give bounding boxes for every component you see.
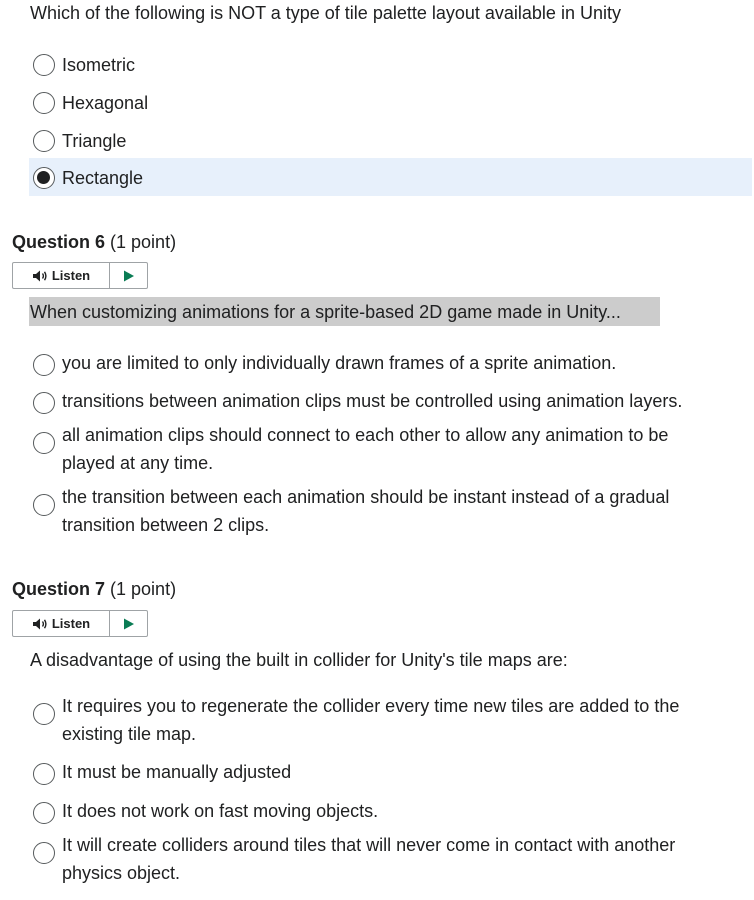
- option-label-line1: the transition between each animation should be instant instead of a gradual: [62, 487, 670, 507]
- listen-button-q7[interactable]: [12, 610, 148, 637]
- question-5-prompt: Which of the following is NOT a type of tile palette layout available in Unity: [30, 3, 621, 23]
- option-label: transitions between animation clips must be controlled using animation layers.: [62, 391, 683, 411]
- option-label: Rectangle: [62, 168, 144, 188]
- q7-option-3[interactable]: [29, 797, 752, 825]
- radio-button-selected[interactable]: [33, 167, 55, 189]
- option-label: It does not work on fast moving objects.: [62, 801, 379, 821]
- listen-button-main[interactable]: [13, 263, 110, 288]
- option-label: Isometric: [62, 55, 136, 75]
- radio-button[interactable]: [33, 802, 55, 824]
- question-number: Question 6: [12, 232, 106, 252]
- q5-option-isometric[interactable]: [29, 51, 752, 79]
- option-label: [62, 831, 675, 887]
- option-label: [62, 692, 679, 748]
- option-label-line1: It requires you to regenerate the collider every time new tiles are added to the: [62, 696, 680, 716]
- speaker-icon: [32, 617, 48, 631]
- option-label-line2: physics object.: [62, 863, 181, 883]
- question-7-heading: [12, 577, 176, 601]
- q7-option-4[interactable]: [29, 831, 752, 887]
- question-number: Question 7: [12, 579, 106, 599]
- option-label: you are limited to only individually drawn frames of a sprite animation.: [62, 353, 617, 373]
- radio-button[interactable]: [33, 130, 55, 152]
- option-label: Triangle: [62, 131, 127, 151]
- play-button[interactable]: [110, 270, 147, 282]
- option-label: It must be manually adjusted: [62, 762, 292, 782]
- option-label-line1: It will create colliders around tiles that will never come in contact with another: [62, 835, 676, 855]
- question-6-prompt: When customizing animations for a sprite-based 2D game made in Unity...: [30, 302, 621, 322]
- option-label-line1: all animation clips should connect to each other to allow any animation to be: [62, 425, 669, 445]
- play-button[interactable]: [110, 618, 147, 630]
- radio-button[interactable]: [33, 54, 55, 76]
- q7-option-2[interactable]: [29, 758, 752, 786]
- listen-label: Listen: [51, 616, 91, 631]
- option-label: [62, 421, 668, 477]
- q6-option-2[interactable]: [29, 387, 752, 415]
- question-6-heading: [12, 230, 176, 254]
- listen-button-q6[interactable]: [12, 262, 148, 289]
- question-points: (1 point): [110, 232, 177, 252]
- radio-button[interactable]: [33, 494, 55, 516]
- radio-button[interactable]: [33, 432, 55, 454]
- q5-option-rectangle[interactable]: [29, 158, 752, 196]
- radio-button[interactable]: [33, 842, 55, 864]
- q6-option-1[interactable]: [29, 349, 752, 377]
- q7-option-1[interactable]: [29, 692, 752, 748]
- option-label-line2: existing tile map.: [62, 724, 197, 744]
- q6-option-4[interactable]: [29, 483, 752, 539]
- option-label-line2: transition between 2 clips.: [62, 515, 270, 535]
- option-label: [62, 483, 669, 539]
- speaker-icon: [32, 269, 48, 283]
- listen-button-main[interactable]: [13, 611, 110, 636]
- radio-button[interactable]: [33, 392, 55, 414]
- radio-button[interactable]: [33, 354, 55, 376]
- option-label-line2: played at any time.: [62, 453, 214, 473]
- q5-option-triangle[interactable]: [29, 127, 752, 155]
- radio-button[interactable]: [33, 763, 55, 785]
- listen-label: Listen: [51, 268, 91, 283]
- question-points: (1 point): [110, 579, 177, 599]
- q6-option-3[interactable]: [29, 421, 752, 477]
- question-7-prompt: A disadvantage of using the built in collider for Unity's tile maps are:: [30, 650, 568, 670]
- play-icon: [123, 618, 135, 630]
- radio-button[interactable]: [33, 703, 55, 725]
- radio-button[interactable]: [33, 92, 55, 114]
- q5-option-hexagonal[interactable]: [29, 89, 752, 117]
- play-icon: [123, 270, 135, 282]
- option-label: Hexagonal: [62, 93, 149, 113]
